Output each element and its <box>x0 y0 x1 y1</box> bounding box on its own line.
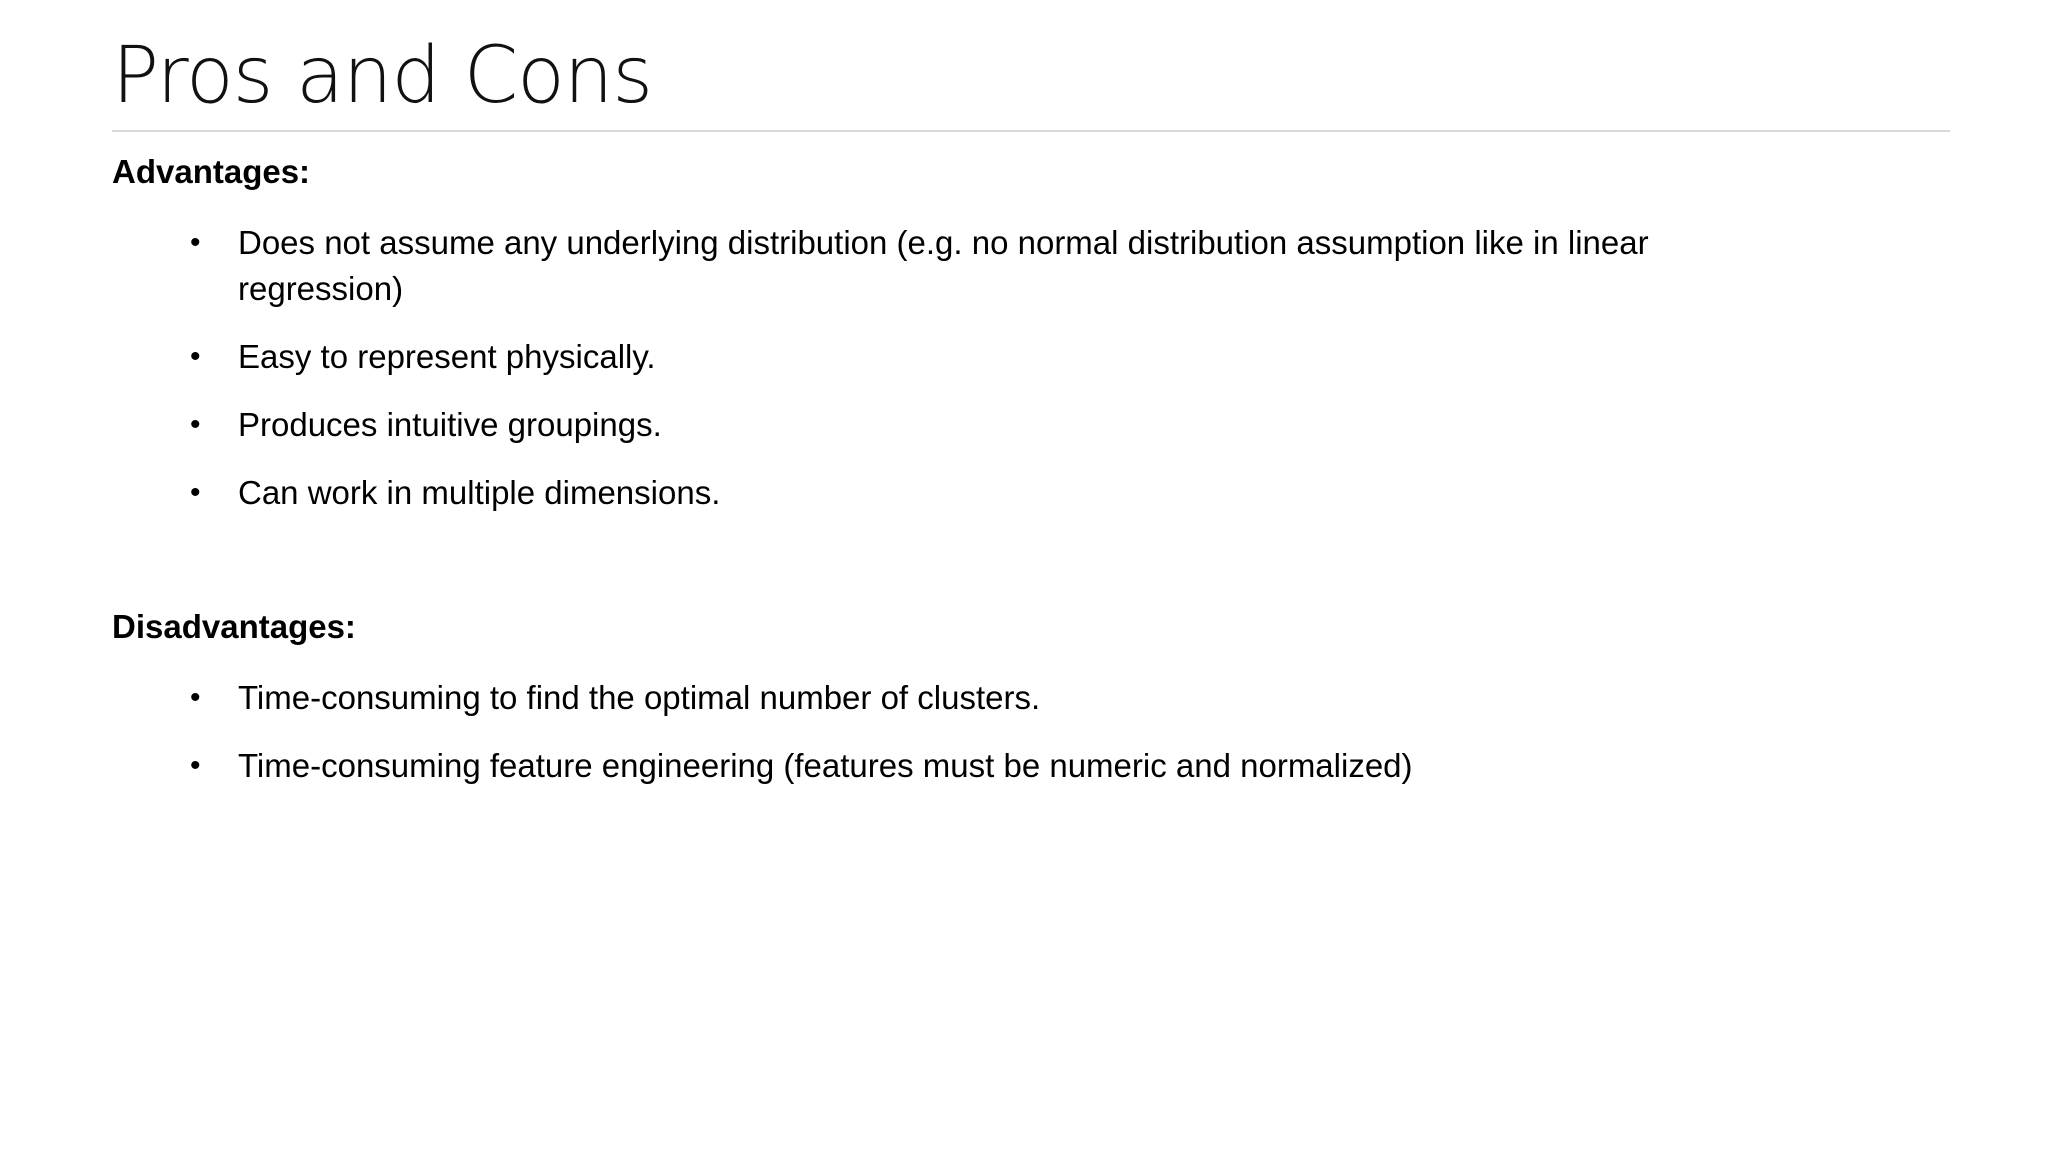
bullet-icon: • <box>190 749 201 782</box>
disadvantages-heading: Disadvantages: <box>112 608 356 645</box>
disadvantages-list <box>112 675 1812 811</box>
advantages-heading: Advantages: <box>112 153 311 190</box>
slide-title: Pros and Cons <box>112 31 652 121</box>
bullet-icon: • <box>190 226 201 259</box>
disadvantage-text: Time-consuming to find the optimal number of clusters. <box>238 679 1041 716</box>
disadvantage-text: Time-consuming feature engineering (features must be numeric and normalized) <box>238 747 1413 784</box>
bullet-icon: • <box>190 408 201 441</box>
bullet-icon: • <box>190 340 201 373</box>
advantage-item <box>112 334 1812 380</box>
advantage-item <box>112 220 1812 312</box>
advantage-text: Does not assume any underlying distribution (e.g. no normal distribution assumption like in linear regression) <box>238 224 1649 307</box>
disadvantage-item <box>112 743 1812 789</box>
advantages-list <box>112 220 1812 538</box>
disadvantage-item <box>112 675 1812 721</box>
advantage-text: Easy to represent physically. <box>238 338 656 375</box>
advantage-text: Produces intuitive groupings. <box>238 406 662 443</box>
advantage-text: Can work in multiple dimensions. <box>238 474 721 511</box>
advantage-item <box>112 470 1812 516</box>
advantage-item <box>112 402 1812 448</box>
bullet-icon: • <box>190 476 201 509</box>
title-divider <box>112 130 1950 132</box>
bullet-icon: • <box>190 681 201 714</box>
